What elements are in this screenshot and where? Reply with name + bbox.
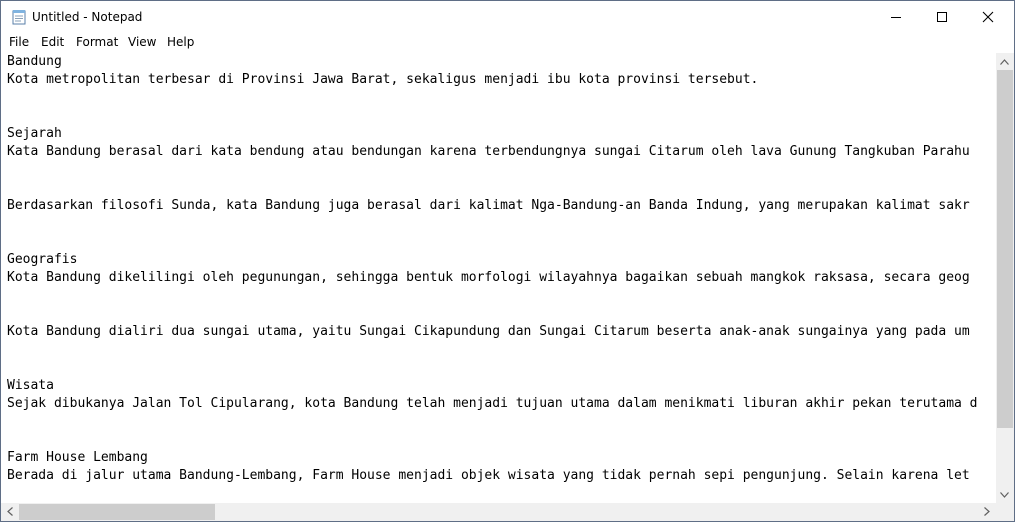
scroll-up-button[interactable] xyxy=(996,53,1013,70)
close-button[interactable] xyxy=(965,1,1011,32)
chevron-up-icon xyxy=(1000,59,1009,65)
chevron-right-icon xyxy=(984,507,990,516)
scroll-down-button[interactable] xyxy=(996,486,1013,503)
window-title: Untitled - Notepad xyxy=(32,10,143,24)
text-line: Wisata xyxy=(7,378,54,393)
chevron-down-icon xyxy=(1000,492,1009,498)
text-line: Berdasarkan filosofi Sunda, kata Bandung juga berasal dari kalimat Nga-Bandung-an Banda Indung, yang merupakan kalimat sakr xyxy=(7,198,970,213)
vertical-scroll-thumb[interactable] xyxy=(997,70,1013,428)
text-line: Bandung xyxy=(7,54,62,69)
notepad-icon xyxy=(12,9,26,25)
menu-file[interactable]: File xyxy=(9,35,30,49)
menu-help[interactable]: Help xyxy=(167,35,195,49)
scroll-right-button[interactable] xyxy=(978,503,995,520)
chevron-left-icon xyxy=(7,507,13,516)
menu-format[interactable]: Format xyxy=(76,35,119,49)
vertical-scrollbar[interactable] xyxy=(996,53,1014,503)
text-line: Geografis xyxy=(7,252,78,267)
maximize-icon xyxy=(936,11,948,23)
title-bar[interactable] xyxy=(1,1,1014,32)
text-editor[interactable] xyxy=(1,53,996,503)
minimize-icon xyxy=(890,11,902,23)
text-line: Farm House Lembang xyxy=(7,450,148,465)
text-line: Kota Bandung dialiri dua sungai utama, yaitu Sungai Cikapundung dan Sungai Citarum beserta anak-anak sungainya yang pada um xyxy=(7,324,970,339)
menu-bar xyxy=(1,32,1014,53)
close-icon xyxy=(982,11,994,23)
text-line: Kota metropolitan terbesar di Provinsi Jawa Barat, sekaligus menjadi ibu kota provinsi tersebut. xyxy=(7,72,759,87)
menu-view[interactable]: View xyxy=(128,35,157,49)
horizontal-scroll-thumb[interactable] xyxy=(19,504,215,520)
scrollbar-corner xyxy=(996,503,1014,521)
text-line: Sejak dibukanya Jalan Tol Cipularang, kota Bandung telah menjadi tujuan utama dalam menikmati liburan akhir pekan terutama d xyxy=(7,396,978,411)
minimize-button[interactable] xyxy=(873,1,919,32)
scroll-left-button[interactable] xyxy=(1,503,18,520)
document-text[interactable] xyxy=(7,53,978,485)
text-line: Kota Bandung dikelilingi oleh pegunungan, sehingga bentuk morfologi wilayahnya bagaikan sebuah mangkok raksasa, secara geog xyxy=(7,270,970,285)
maximize-button[interactable] xyxy=(919,1,965,32)
text-line: Berada di jalur utama Bandung-Lembang, Farm House menjadi objek wisata yang tidak pernah sepi pengunjung. Selain karena let xyxy=(7,468,970,483)
text-line: Kata Bandung berasal dari kata bendung atau bendungan karena terbendungnya sungai Citarum oleh lava Gunung Tangkuban Parahu xyxy=(7,144,970,159)
menu-edit[interactable]: Edit xyxy=(41,35,65,49)
text-line: Sejarah xyxy=(7,126,62,141)
horizontal-scrollbar[interactable] xyxy=(1,503,996,521)
